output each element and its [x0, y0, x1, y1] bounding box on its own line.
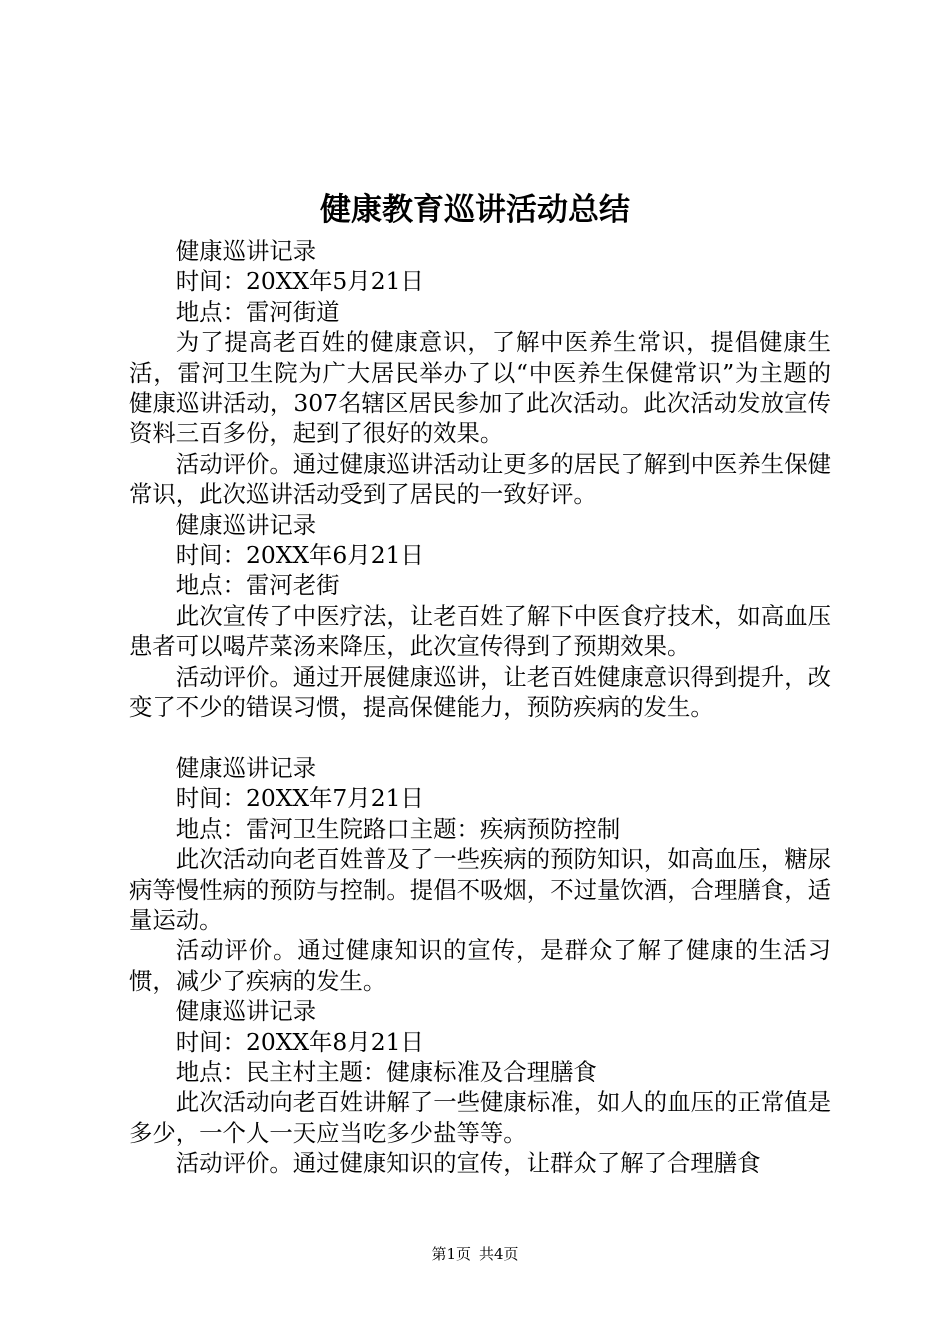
page-number: 第1页: [431, 1245, 471, 1263]
record-location: 地点：雷河老街: [175, 571, 340, 600]
record-heading: 健康巡讲记录: [175, 753, 317, 782]
record-description: 为了提高老百姓的健康意识，了解中医养生常识，提倡健康生活，雷河卫生院为广大居民举办了以“中医养生保健常识”为主题的健康巡讲活动，307名辖区居民参加了此次活动。此次活动发放宣传资料三百多份，起到了很好的效果。: [129, 328, 831, 448]
record-evaluation: 活动评价。通过健康知识的宣传，是群众了解了健康的生活习惯，减少了疾病的发生。: [129, 936, 831, 995]
blank-line: [129, 723, 831, 753]
record-description: 此次活动向老百姓普及了一些疾病的预防知识，如高血压，糖尿病等慢性病的预防与控制。提倡不吸烟，不过量饮酒，合理膳食，适量运动。: [129, 845, 831, 934]
page-footer: [0, 1244, 950, 1264]
record-location: 地点：民主村主题：健康标准及合理膳食: [175, 1057, 597, 1086]
document-body: [129, 236, 831, 1179]
record-evaluation: 活动评价。通过健康知识的宣传，让群众了解了合理膳食: [175, 1149, 761, 1178]
record-heading: 健康巡讲记录: [175, 237, 317, 265]
document-title: 健康教育巡讲活动总结: [320, 192, 630, 228]
record-description: 此次活动向老百姓讲解了一些健康标准，如人的血压的正常值是多少，一个人一天应当吃多少盐等等。: [129, 1088, 831, 1147]
record-evaluation: 活动评价。通过健康巡讲活动让更多的居民了解到中医养生保健常识，此次巡讲活动受到了居民的一致好评。: [129, 449, 831, 509]
record-time: 时间：20XX年7月21日: [175, 784, 424, 813]
record-heading: 健康巡讲记录: [175, 997, 317, 1026]
record-time: 时间：20XX年8月21日: [175, 1027, 424, 1056]
record-time: 时间：20XX年5月21日: [175, 267, 424, 296]
record-time: 时间：20XX年6月21日: [175, 541, 424, 570]
record-location: 地点：雷河卫生院路口主题：疾病预防控制: [175, 814, 621, 843]
record-description: 此次宣传了中医疗法，让老百姓了解下中医食疗技术，如高血压患者可以喝芹菜汤来降压，此次宣传得到了预期效果。: [129, 601, 831, 661]
page-total: 共4页: [479, 1245, 519, 1263]
record-location: 地点：雷河街道: [175, 297, 340, 326]
record-heading: 健康巡讲记录: [175, 510, 317, 539]
record-evaluation: 活动评价。通过开展健康巡讲，让老百姓健康意识得到提升，改变了不少的错误习惯，提高保健能力，预防疾病的发生。: [129, 662, 831, 722]
